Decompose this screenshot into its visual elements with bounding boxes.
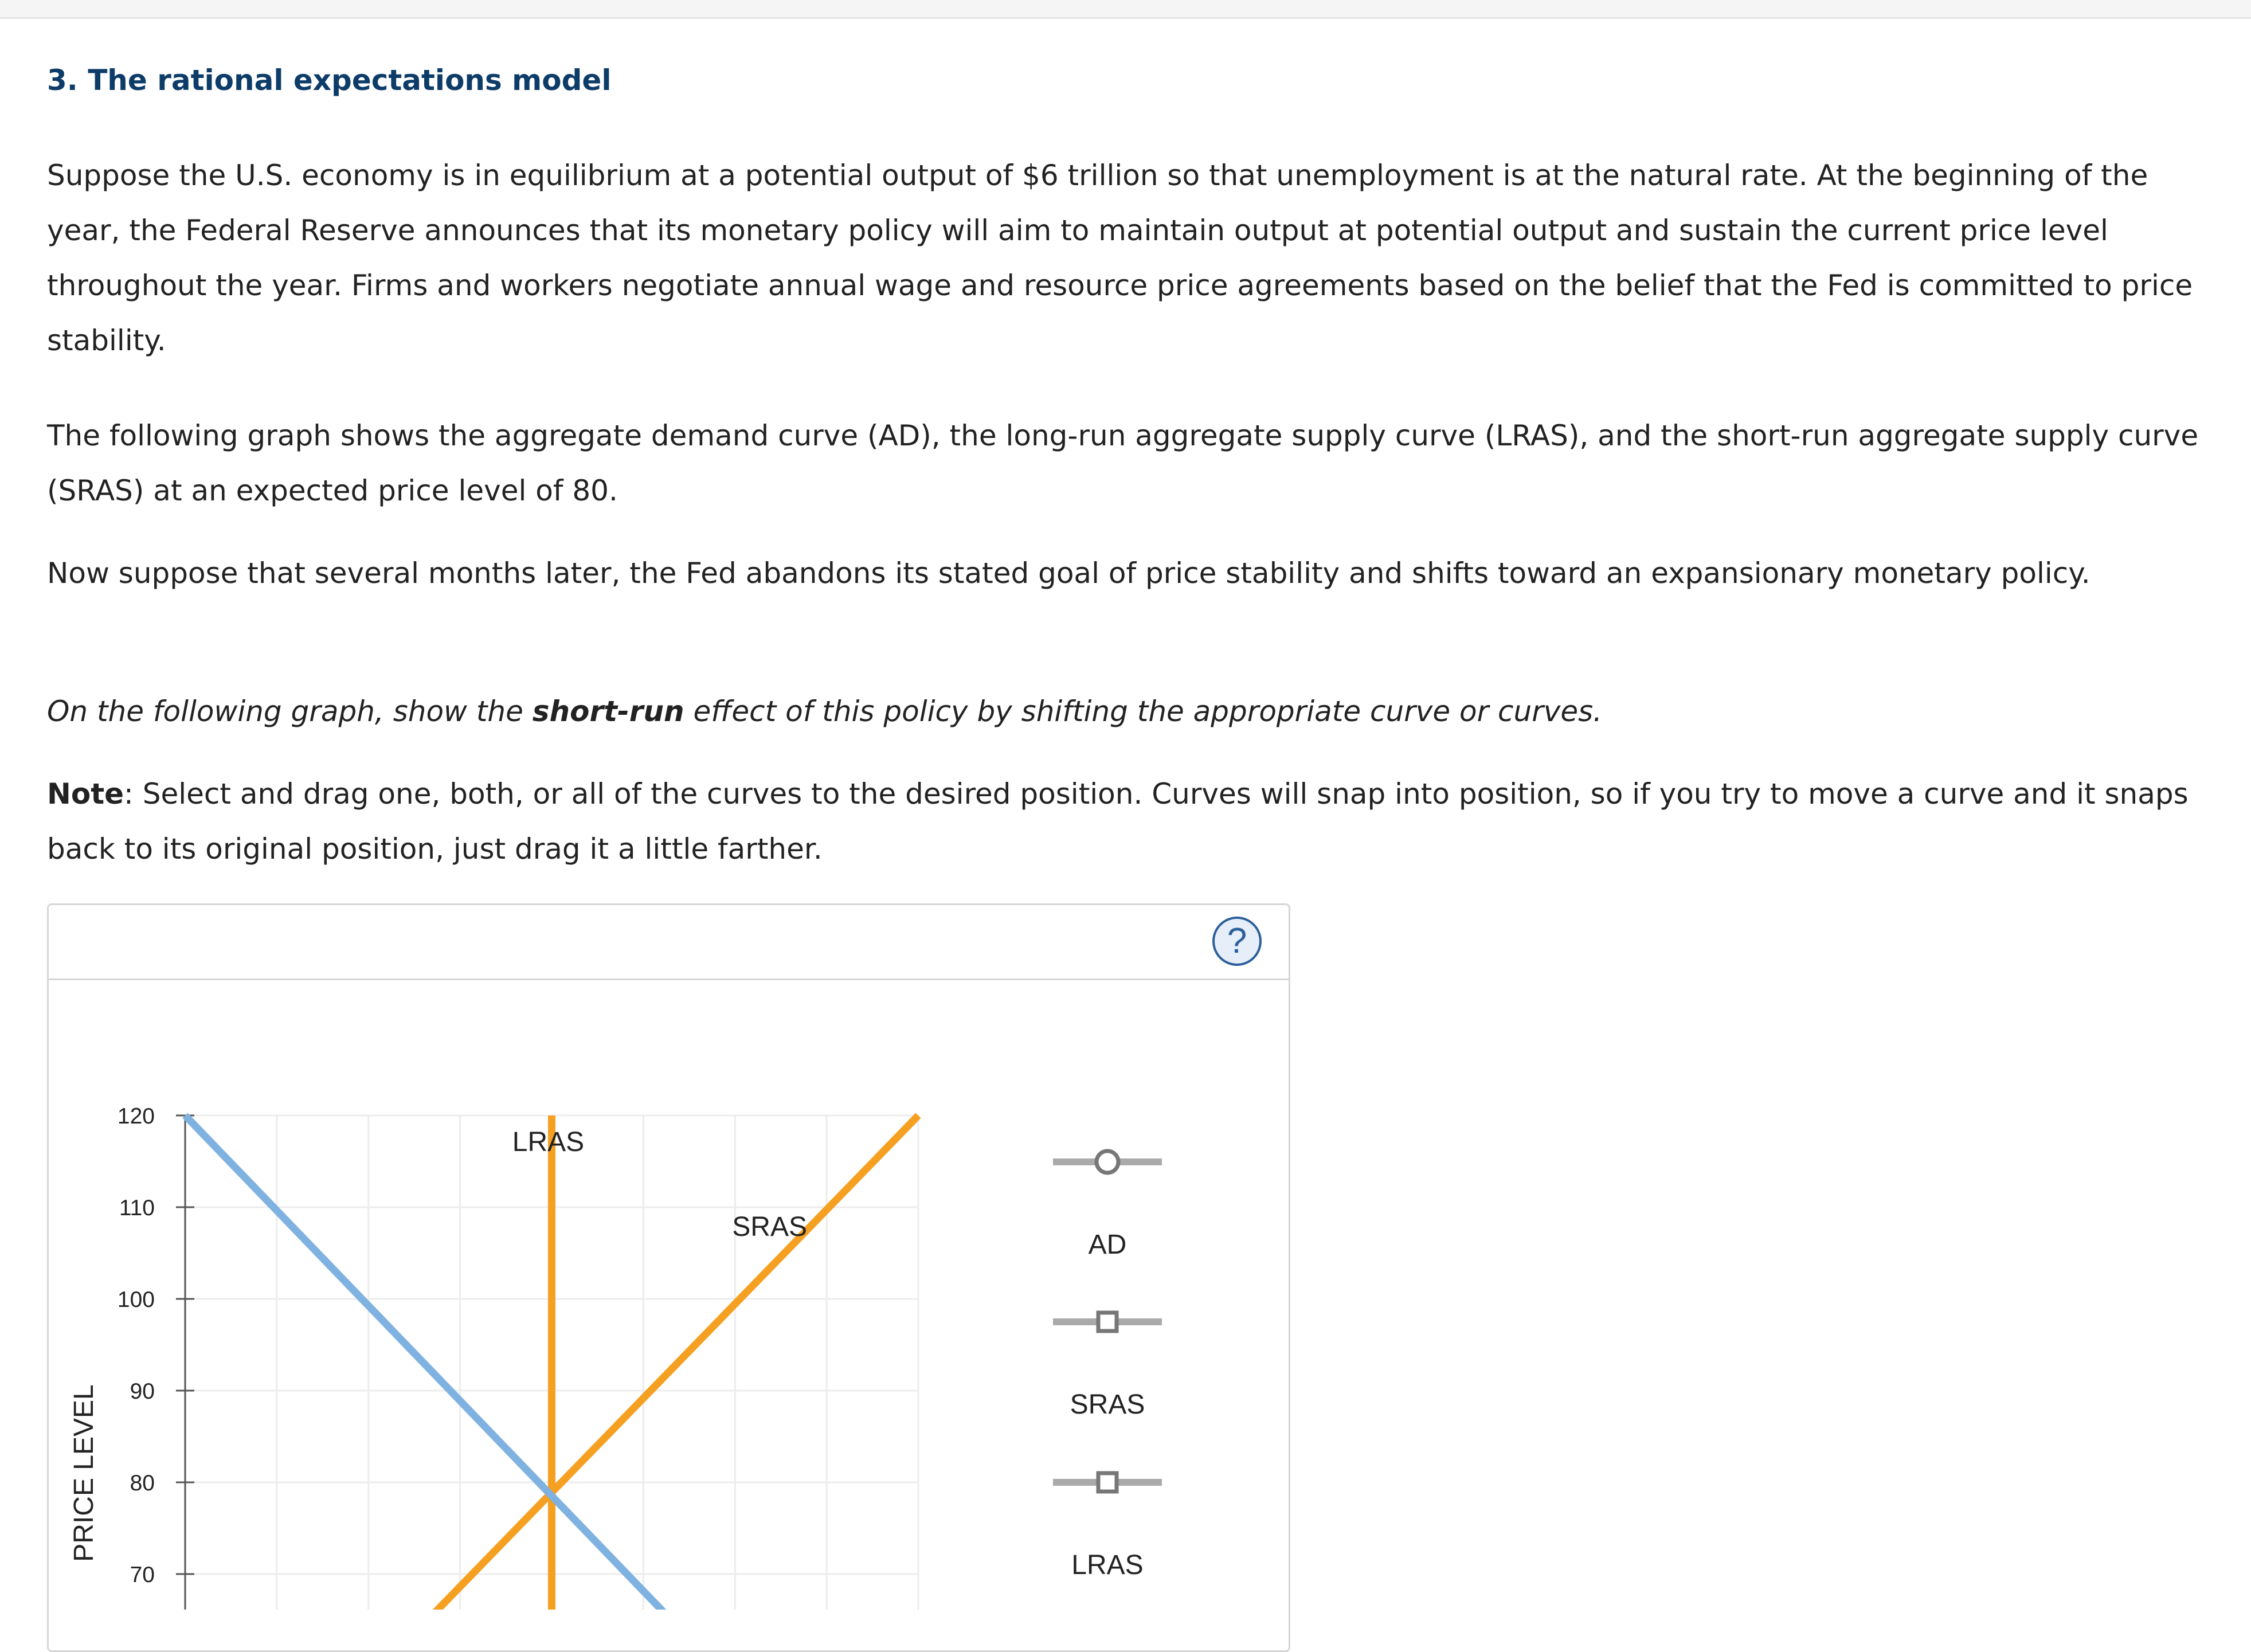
- y-tick-label: 80: [130, 1471, 155, 1496]
- note-text: : Select and drag one, both, or all of the curves to the desired position. Curves will snap into position, so if you try to move a curve and it snaps: [124, 777, 2189, 811]
- scenario-line: stability.: [47, 324, 166, 357]
- scenario-line: year, the Federal Reserve announces that its monetary policy will aim to maintain output at potential output and sustain the current price level: [47, 214, 2108, 247]
- policy-change-paragraph: Now suppose that several months later, the Fed abandons its stated goal of price stability and shifts toward an expansionary monetary policy.: [47, 557, 2091, 590]
- legend-marker-square[interactable]: [1098, 1313, 1117, 1331]
- help-button[interactable]: ?: [1212, 917, 1262, 966]
- y-tick-label: 70: [130, 1563, 155, 1587]
- y-axis-title: PRICE LEVEL: [69, 1384, 99, 1562]
- note-line: back to its original position, just drag it a little farther.: [47, 832, 823, 866]
- sras-curve-label: SRAS: [732, 1212, 807, 1242]
- instruction-emphasis: short-run: [532, 695, 684, 728]
- description-line: The following graph shows the aggregate demand curve (AD), the long-run aggregate supply curve (LRAS), and the short-run aggregate supply curve: [47, 419, 2199, 452]
- legend-label: LRAS: [1071, 1550, 1144, 1580]
- legend-marker-circle[interactable]: [1097, 1151, 1118, 1173]
- note-label: Note: [47, 777, 124, 811]
- legend-label: AD: [1088, 1230, 1127, 1260]
- legend-label: SRAS: [1070, 1389, 1145, 1420]
- lras-curve-label: LRAS: [512, 1127, 585, 1157]
- y-tick-label: 110: [119, 1196, 155, 1220]
- description-line: (SRAS) at an expected price level of 80.: [47, 474, 618, 507]
- legend-marker-square[interactable]: [1098, 1473, 1117, 1492]
- question-title: 3. The rational expectations model: [47, 64, 612, 97]
- y-tick-label: 120: [117, 1104, 155, 1129]
- y-tick-label: 90: [130, 1379, 155, 1404]
- sras-curve[interactable]: [419, 1115, 918, 1610]
- instruction-text: On the following graph, show the: [47, 695, 533, 728]
- ad-curve[interactable]: [185, 1115, 680, 1610]
- instruction-text: effect of this policy by shifting the appropriate curve or curves.: [684, 695, 1603, 728]
- scenario-line: throughout the year. Firms and workers negotiate annual wage and resource price agreements based on the belief that the Fed is committed to price: [47, 269, 2193, 302]
- scenario-line: Suppose the U.S. economy is in equilibrium at a potential output of $6 trillion so that unemployment is at the natural rate. At the beginning of the: [47, 159, 2148, 192]
- y-tick-label: 100: [117, 1287, 155, 1312]
